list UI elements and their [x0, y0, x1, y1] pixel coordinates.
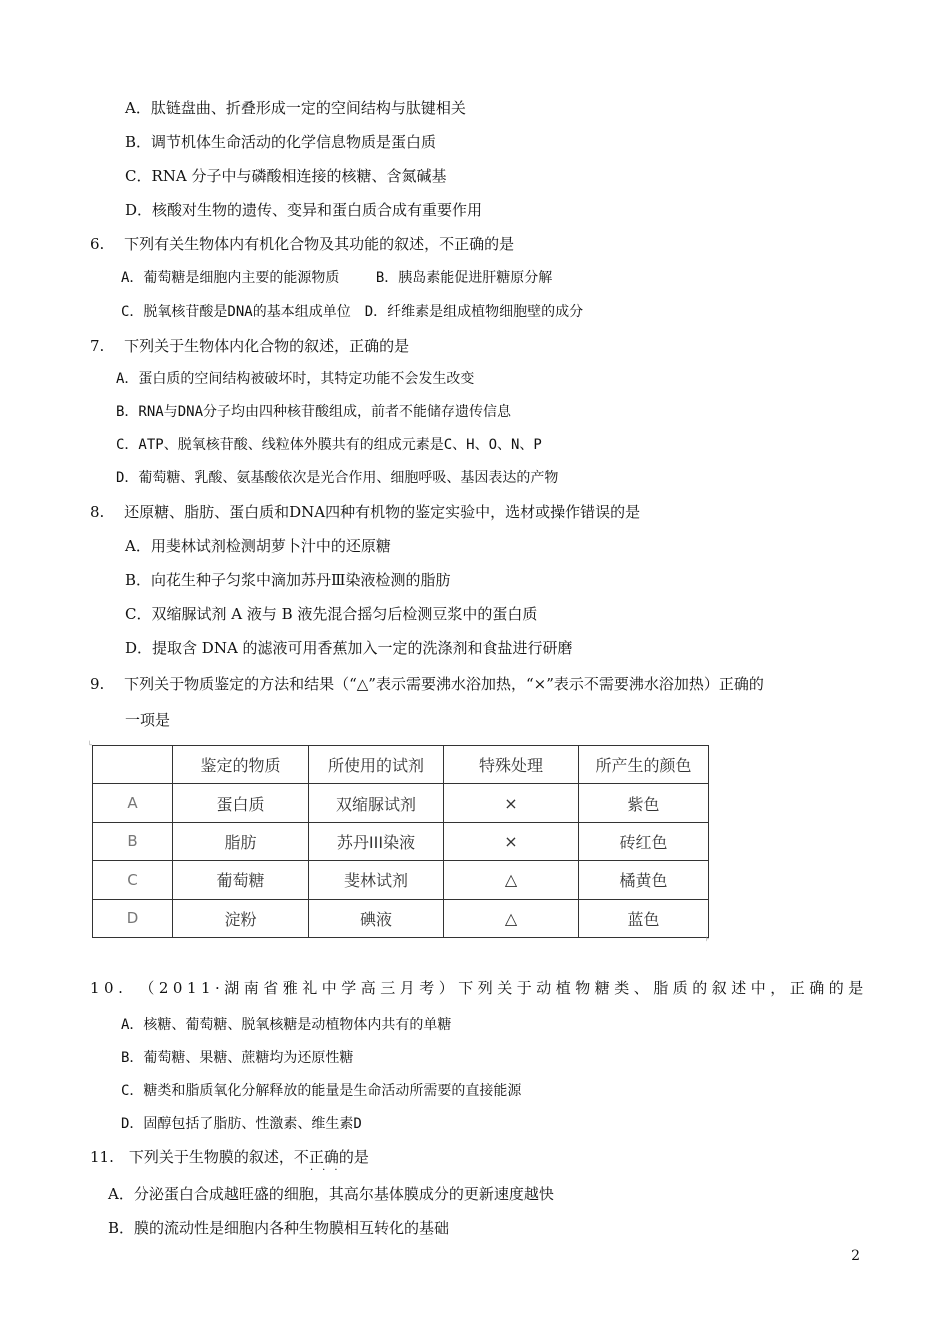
- table-row: [93, 822, 709, 860]
- q7-option-c: C．ATP、脱氧核苷酸、线粒体外膜共有的组成元素是C、H、O、N、P: [116, 437, 542, 453]
- q8-option-d: D．提取含 DNA 的滤液可用香蕉加入一定的洗涤剂和食盐进行研磨: [125, 639, 573, 657]
- table-corner-mark-top: ˪: [89, 737, 93, 748]
- table-header-cell: 鉴定的物质: [173, 746, 309, 784]
- table-cell: 碘液: [309, 899, 444, 937]
- q6-options-ab: A．葡萄糖是细胞内主要的能源物质 B．胰岛素能促进肝糖原分解: [121, 270, 553, 286]
- q5-option-c: C．RNA 分子中与磷酸相连接的核糖、含氮碱基: [125, 167, 447, 185]
- table-cell: ×: [444, 784, 579, 822]
- table-cell: ×: [444, 822, 579, 860]
- table-cell: 脂肪: [173, 822, 309, 860]
- table-cell: 蛋白质: [173, 784, 309, 822]
- table-row: [93, 861, 709, 899]
- table-cell: △: [444, 899, 579, 937]
- q8-option-c: C．双缩脲试剂 A 液与 B 液先混合摇匀后检测豆浆中的蛋白质: [125, 605, 538, 623]
- table-row: [93, 899, 709, 937]
- table-header-cell: [93, 746, 173, 784]
- q5-option-a: A．肽链盘曲、折叠形成一定的空间结构与肽键相关: [125, 99, 466, 117]
- q11-option-a: A．分泌蛋白合成越旺盛的细胞，其高尔基体膜成分的更新速度越快: [108, 1185, 554, 1203]
- table-row: [93, 784, 709, 822]
- q10-option-d: D．固醇包括了脂肪、性激素、维生素D: [121, 1116, 362, 1132]
- q11-option-b: B．膜的流动性是细胞内各种生物膜相互转化的基础: [108, 1219, 450, 1237]
- table-cell: 紫色: [579, 784, 709, 822]
- table-cell: 淀粉: [173, 899, 309, 937]
- table-cell: 蓝色: [579, 899, 709, 937]
- q8-stem: 8. 还原糖、脂肪、蛋白质和DNA四种有机物的鉴定实验中，选材或操作错误的是: [90, 503, 641, 521]
- emphasis-dots: ···: [310, 1165, 347, 1176]
- table-header-cell: 所产生的颜色: [579, 746, 709, 784]
- table-cell: 苏丹III染液: [309, 822, 444, 860]
- q7-option-b: B．RNA与DNA分子均由四种核苷酸组成，前者不能储存遗传信息: [116, 404, 511, 420]
- table-cell: △: [444, 861, 579, 899]
- table-cell: D: [93, 899, 173, 937]
- table-cell: B: [93, 822, 173, 860]
- table-header-row: [93, 746, 709, 784]
- q10-stem: 10. （2011·湖南省雅礼中学高三月考）下列关于动植物糖类、脂质的叙述中，正确的是: [90, 979, 868, 997]
- q7-stem: 7. 下列关于生物体内化合物的叙述，正确的是: [90, 337, 410, 355]
- table-cell: 橘黄色: [579, 861, 709, 899]
- q10-option-b: B．葡萄糖、果糖、蔗糖均为还原性糖: [121, 1050, 354, 1066]
- q7-option-a: A．蛋白质的空间结构被破坏时，其特定功能不会发生改变: [116, 371, 475, 387]
- q10-option-c: C．糖类和脂质氧化分解释放的能量是生命活动所需要的直接能源: [121, 1083, 522, 1099]
- q9-stem: 9. 下列关于物质鉴定的方法和结果（“△”表示需要沸水浴加热，“×”表示不需要沸水浴加热）正确的: [90, 675, 764, 693]
- q11-stem: 11. 下列关于生物膜的叙述，不正确的是: [90, 1148, 369, 1166]
- q8-option-a: A．用斐林试剂检测胡萝卜汁中的还原糖: [125, 537, 391, 555]
- table-cell: 葡萄糖: [173, 861, 309, 899]
- q6-options-cd: C．脱氧核苷酸是DNA的基本组成单位 D．纤维素是组成植物细胞壁的成分: [121, 304, 584, 320]
- q9-stem-continued: 一项是: [125, 711, 171, 729]
- q8-option-b: B．向花生种子匀浆中滴加苏丹Ⅲ染液检测的脂肪: [125, 571, 451, 589]
- table-cell: A: [93, 784, 173, 822]
- table-header-cell: 所使用的试剂: [309, 746, 444, 784]
- table-header-cell: 特殊处理: [444, 746, 579, 784]
- q5-option-b: B．调节机体生命活动的化学信息物质是蛋白质: [125, 133, 437, 151]
- q6-stem: 6. 下列有关生物体内有机化合物及其功能的叙述，不正确的是: [90, 235, 515, 253]
- q7-option-d: D．葡萄糖、乳酸、氨基酸依次是光合作用、细胞呼吸、基因表达的产物: [116, 470, 559, 486]
- table-cell: 砖红色: [579, 822, 709, 860]
- table-corner-mark-bottom: ˫: [706, 933, 710, 944]
- table-cell: 斐林试剂: [309, 861, 444, 899]
- q5-option-d: D．核酸对生物的遗传、变异和蛋白质合成有重要作用: [125, 201, 483, 219]
- q10-option-a: A．核糖、葡萄糖、脱氧核糖是动植物体内共有的单糖: [121, 1017, 452, 1033]
- table-cell: 双缩脲试剂: [309, 784, 444, 822]
- page-number: 2: [851, 1248, 860, 1264]
- table-cell: C: [93, 861, 173, 899]
- substance-identification-table: [92, 745, 709, 938]
